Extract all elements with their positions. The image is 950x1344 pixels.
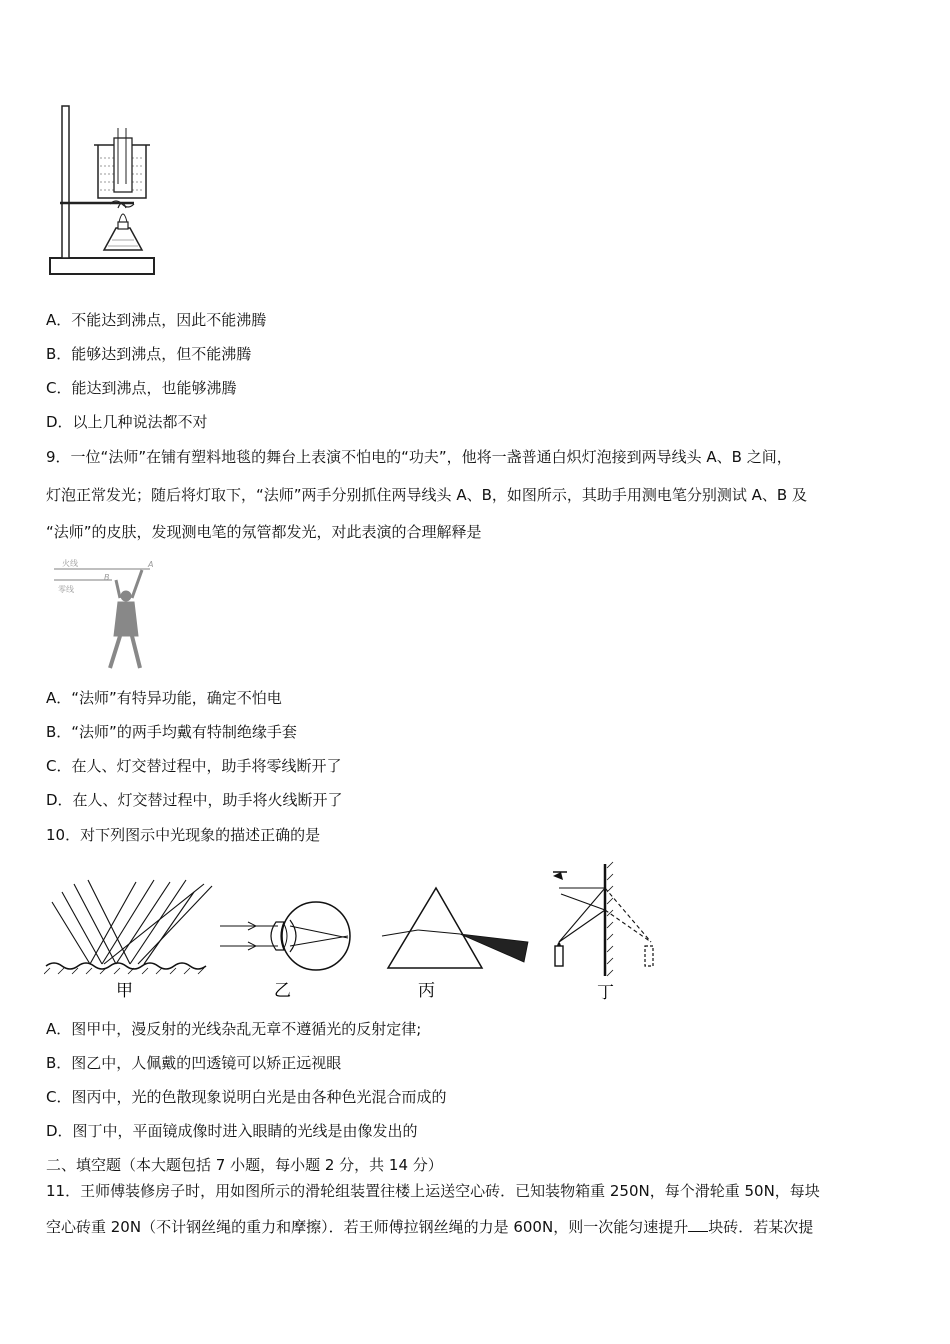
q10-stem: 10．对下列图示中光现象的描述正确的是	[46, 826, 321, 844]
figure-plane-mirror	[545, 858, 665, 1004]
q11-line-2	[46, 1217, 813, 1237]
q10-option-b[interactable]: B．图乙中，人佩戴的凹透镜可以矫正远视眼	[46, 1054, 342, 1072]
label-ding: 丁	[597, 983, 614, 1003]
figure-diffuse-reflection	[44, 876, 214, 1002]
q8-option-c[interactable]: C．能达到沸点，也能够沸腾	[46, 379, 237, 397]
q11-line-1: 11．王师傅装修房子时，用如图所示的滑轮组装置往楼上运送空心砖．已知装物箱重 250N，每个滑轮重 50N，每块	[46, 1182, 820, 1200]
figure-eye-lens	[218, 880, 358, 1002]
q9-stem-line-1: 9．一位“法师”在铺有塑料地毯的舞台上表演不怕电的“功夫”，他将一盏普通白炽灯泡接到两导线头 A、B 之间，	[46, 448, 792, 466]
q11-answer-blank[interactable]	[688, 1217, 708, 1232]
q9-stem-line-3: “法师”的皮肤，发现测电笔的氖管都发光，对此表演的合理解释是	[46, 523, 482, 541]
q10-option-c[interactable]: C．图丙中，光的色散现象说明白光是由各种色光混合而成的	[46, 1088, 447, 1106]
q10-option-a[interactable]: A．图甲中，漫反射的光线杂乱无章不遵循光的反射定律;	[46, 1020, 422, 1038]
q11-line-2-before: 空心砖重 20N（不计钢丝绳的重力和摩擦）．若王师傅拉钢丝绳的力是 600N，则一次能匀速提升	[46, 1218, 689, 1236]
point-a-label: A	[148, 560, 154, 569]
label-yi: 乙	[274, 981, 291, 1001]
q9-option-b[interactable]: B．“法师”的两手均戴有特制绝缘手套	[46, 723, 297, 741]
q8-option-a[interactable]: A．不能达到沸点，因此不能沸腾	[46, 311, 267, 329]
q9-option-a[interactable]: A．“法师”有特异功能，确定不怕电	[46, 689, 282, 707]
label-bing: 丙	[418, 981, 435, 1001]
section-2-heading: 二、填空题（本大题包括 7 小题，每小题 2 分，共 14 分）	[46, 1156, 443, 1174]
q9-option-c[interactable]: C．在人、灯交替过程中，助手将零线断开了	[46, 757, 342, 775]
q8-option-d[interactable]: D．以上几种说法都不对	[46, 413, 208, 431]
q10-option-d[interactable]: D．图丁中，平面镜成像时进入眼睛的光线是由像发出的	[46, 1122, 418, 1140]
q8-option-b[interactable]: B．能够达到沸点，但不能沸腾	[46, 345, 252, 363]
label-jia: 甲	[116, 981, 133, 1001]
performer-figure	[50, 556, 160, 672]
neutral-wire-label: 零线	[58, 585, 74, 594]
q9-option-d[interactable]: D．在人、灯交替过程中，助手将火线断开了	[46, 791, 343, 809]
q9-stem-line-2: 灯泡正常发光；随后将灯取下，“法师”两手分别抓住两导线头 A、B，如图所示，其助手用测电笔分别测试 A、B 及	[46, 486, 807, 504]
q11-line-2-after: 块砖．若某次提	[708, 1218, 814, 1236]
live-wire-label: 火线	[62, 559, 78, 568]
figure-prism	[378, 884, 532, 1002]
point-b-label: B	[104, 573, 110, 582]
boiling-apparatus-figure	[46, 100, 166, 282]
